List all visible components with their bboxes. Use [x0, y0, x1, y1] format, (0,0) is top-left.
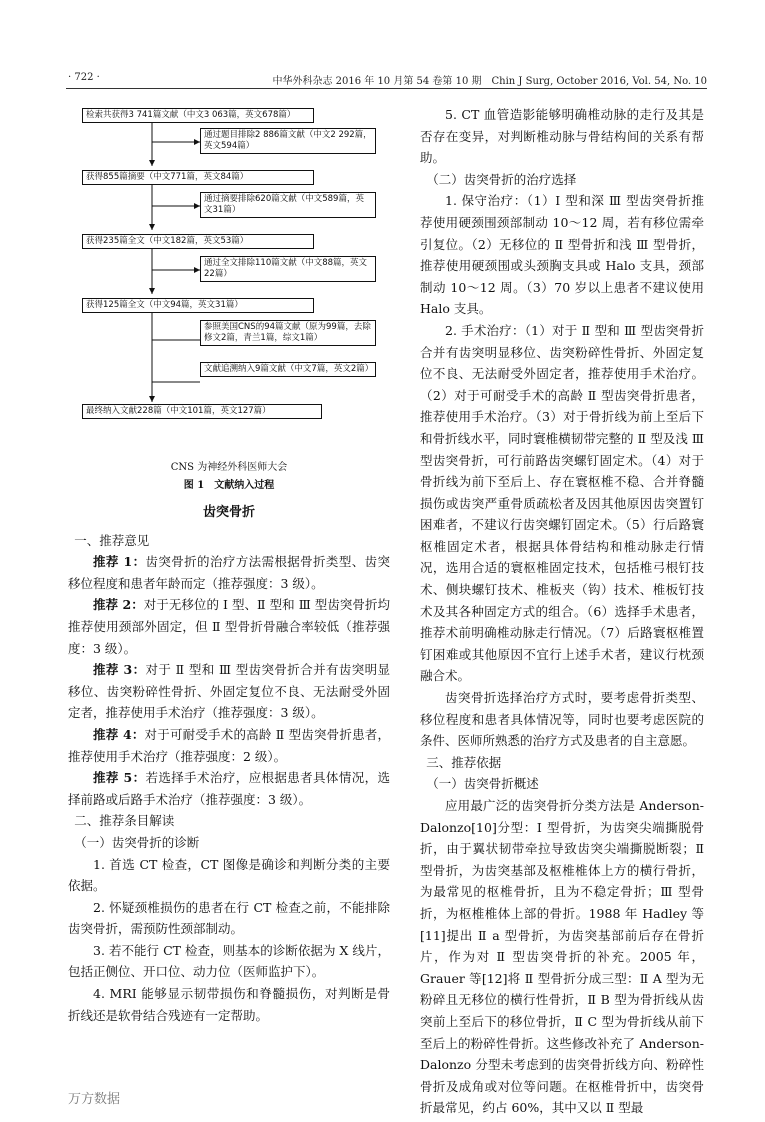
flow-box-exclude-abstract: 通过摘要排除620篇文献（中文589篇，英文31篇）	[200, 192, 376, 218]
rec4-body: 对于可耐受手术的高龄 Ⅱ 型齿突骨折患者，推荐使用手术治疗（推荐强度：2 级）。	[68, 726, 390, 764]
flow-box-search: 检索共获得3 741篇文献（中文3 063篇，英文678篇）	[82, 108, 314, 123]
rec5-body: 若选择手术治疗，应根据患者具体情况，选择前路或后路手术治疗（推荐强度：3 级）。	[68, 770, 390, 807]
header-rule	[66, 88, 707, 89]
figure-note: CNS 为神经外科医师大会	[170, 462, 288, 473]
heading-diagnosis: （一）齿突骨折的诊断	[74, 834, 200, 850]
recommendation-2	[68, 594, 390, 659]
rec3-lead: 推荐 3：	[93, 662, 146, 678]
rec2-lead: 推荐 2：	[93, 597, 144, 613]
heading-recommendations: 一、推荐意见	[74, 532, 150, 548]
diagnosis-2: 2. 怀疑颈椎损伤的患者在行 CT 检查之前，不能排除齿突骨折，需预防性颈部制动。	[68, 899, 390, 937]
rec2-body: 对于无移位的 Ⅰ 型、Ⅱ 型和 Ⅲ 型齿突骨折均推荐使用颈部外固定，但 Ⅱ 型骨折骨融合率较低（推荐强度：3 级）。	[68, 597, 390, 656]
journal-header: 中华外科杂志 2016 年 10 月第 54 卷第 10 期 Chin J Surg, October 2016, Vol. 54, No. 10	[272, 76, 707, 87]
rec1-body: 齿突骨折的治疗方法需根据骨折类型、齿突移位程度和患者年龄而定（推荐强度：3 级）。	[68, 554, 390, 591]
heading-interpretation: 二、推荐条目解读	[74, 813, 175, 829]
overview-paragraph: 应用最广泛的齿突骨折分类方法是 Anderson-Dalonzo[10]分型：Ⅰ 型骨折，为齿突尖端撕脱骨折，由于翼状韧带牵拉导致齿突尖端撕脱断裂；Ⅱ 型骨折，为齿突基部及枢椎椎体上方的横行骨折，为最常见的枢椎骨折，且为不稳定骨折；Ⅲ 型骨折，为枢椎椎体上部的骨折。1988 年 Hadley 等[11]提出 Ⅱ a 型骨折，为齿突基部前后存在骨折片，作为对 Ⅱ 型齿突骨折的补充。2005 年，Grauer 等[12]将 Ⅱ 型骨折分成三型：Ⅱ A 型为无粉碎且无移位的横行性骨折，Ⅱ B 型为骨折线从齿突前上至后下的移位骨折，Ⅱ C 型为骨折线从前下至后上的粉碎性骨折。这些修改补充了 Anderson-Dalonzo 分型未考虑到的齿突骨折线方向、粉碎性骨折及成角或对位等问题。在枢椎骨折中，齿突骨折最常见，约占 60%，其中又以 Ⅱ 型最	[420, 798, 704, 1116]
flow-box-final: 最终纳入文献228篇（中文101篇，英文127篇）	[82, 404, 322, 419]
heading-basis: 三、推荐依据	[426, 754, 502, 770]
diagnosis-5: 5. CT 血管造影能够明确椎动脉的走行及其是否存在变异，对判断椎动脉与骨结构间的关系有帮助。	[420, 107, 704, 166]
treatment-choice: 齿突骨折选择治疗方式时，要考虑骨折类型、移位程度和患者具体情况等，同时也要考虑医院的条件、医师所熟悉的治疗方式及患者的自主意愿。	[420, 690, 704, 749]
right-column	[420, 104, 704, 1119]
diagnosis-3: 3. 若不能行 CT 检查，则基本的诊断依据为 X 线片，包括正侧位、开口位、动力位（医师监护下）。	[68, 942, 390, 980]
recommendation-1	[68, 551, 390, 594]
flow-box-abstracts: 获得855篇摘要（中文771篇，英文84篇）	[82, 170, 314, 185]
watermark: 万方数据	[68, 1092, 121, 1107]
recommendation-5	[68, 767, 390, 810]
heading-treatment: （二）齿突骨折的治疗选择	[426, 171, 577, 187]
flow-box-fulltext-125: 获得125篇全文（中文94篇，英文31篇）	[82, 298, 314, 313]
treatment-conservative: 1. 保守治疗：（1）Ⅰ 型和深 Ⅲ 型齿突骨折推荐使用硬颈围颈部制动 10～12 周，若有移位需牵引复位。（2）无移位的 Ⅱ 型骨折和浅 Ⅲ 型骨折，推荐使用硬颈围或头颈胸支具或 Halo 支具，颈部制动 10～12 周。（3）70 岁以上患者不建议使用 Halo 支具。	[420, 193, 704, 317]
treatment-surgical: 2. 手术治疗：（1）对于 Ⅱ 型和 Ⅲ 型齿突骨折合并有齿突明显移位、齿突粉碎性骨折、外固定复位不良、无法耐受外固定者，推荐使用手术治疗。（2）对于可耐受手术的高龄 Ⅱ 型齿突骨折患者，推荐使用手术治疗。（3）对于骨折线为前上至后下和骨折线水平，同时寰椎横韧带完整的 Ⅱ 型及浅 Ⅲ 型齿突骨折，可行前路齿突螺钉固定术。（4）对于骨折线为前下至后上、存在寰枢椎不稳、合并脊髓损伤或齿突严重骨质疏松者及因其他原因齿突置钉困难者，不建议行齿突螺钉固定术。（5）行后路寰枢椎固定术者，根据具体骨结构和椎动脉走行情况，选用合适的寰枢椎固定技术，包括椎弓根钉技术、侧块螺钉技术、椎板夹（钩）技术、椎板钉技术及其各种固定方式的组合。（6）选择手术患者，推荐术前明确椎动脉走行情况。（7）后路寰枢椎置钉困难或其他原因不宜行上述手术者，建议行枕颈融合术。	[420, 322, 704, 684]
flow-box-cns: 参照美国CNS的94篇文献（原为99篇，去除修文2篇，青兰1篇，综文1篇）	[200, 320, 376, 346]
flow-box-traced: 文献追溯纳入9篇文献（中文7篇，英文2篇）	[200, 362, 376, 377]
rec4-lead: 推荐 4：	[93, 726, 145, 742]
flowchart	[82, 104, 380, 444]
rec1-lead: 推荐 1：	[93, 554, 146, 570]
page-number: · 722 ·	[68, 72, 100, 83]
flow-box-exclude-fulltext: 通过全文排除110篇文献（中文88篇，英文22篇）	[200, 256, 376, 282]
diagnosis-1: 1. 首选 CT 检查，CT 图像是确诊和判断分类的主要依据。	[68, 856, 390, 894]
rec3-body: 对于 Ⅱ 型和 Ⅲ 型齿突骨折合并有齿突明显移位、齿突粉碎性骨折、外固定复位不良、无法耐受外固定者，推荐使用手术治疗（推荐强度：3 级）。	[68, 662, 390, 721]
diagnosis-4: 4. MRI 能够显示韧带损伤和脊髓损伤，对判断是骨折线还是软骨结合残迹有一定帮助。	[68, 986, 390, 1023]
section-title: 齿突骨折	[202, 505, 255, 520]
figure-caption: 图 1 文献纳入过程	[183, 480, 275, 491]
recommendation-4	[68, 724, 390, 767]
recommendation-3	[68, 659, 390, 724]
flow-box-exclude-title: 通过题目排除2 886篇文献（中文2 292篇，英文594篇）	[200, 128, 376, 154]
rec5-lead: 推荐 5：	[93, 770, 146, 786]
heading-overview: （一）齿突骨折概述	[426, 776, 539, 792]
flow-box-fulltext-235: 获得235篇全文（中文182篇，英文53篇）	[82, 234, 314, 249]
left-column	[68, 498, 390, 1026]
